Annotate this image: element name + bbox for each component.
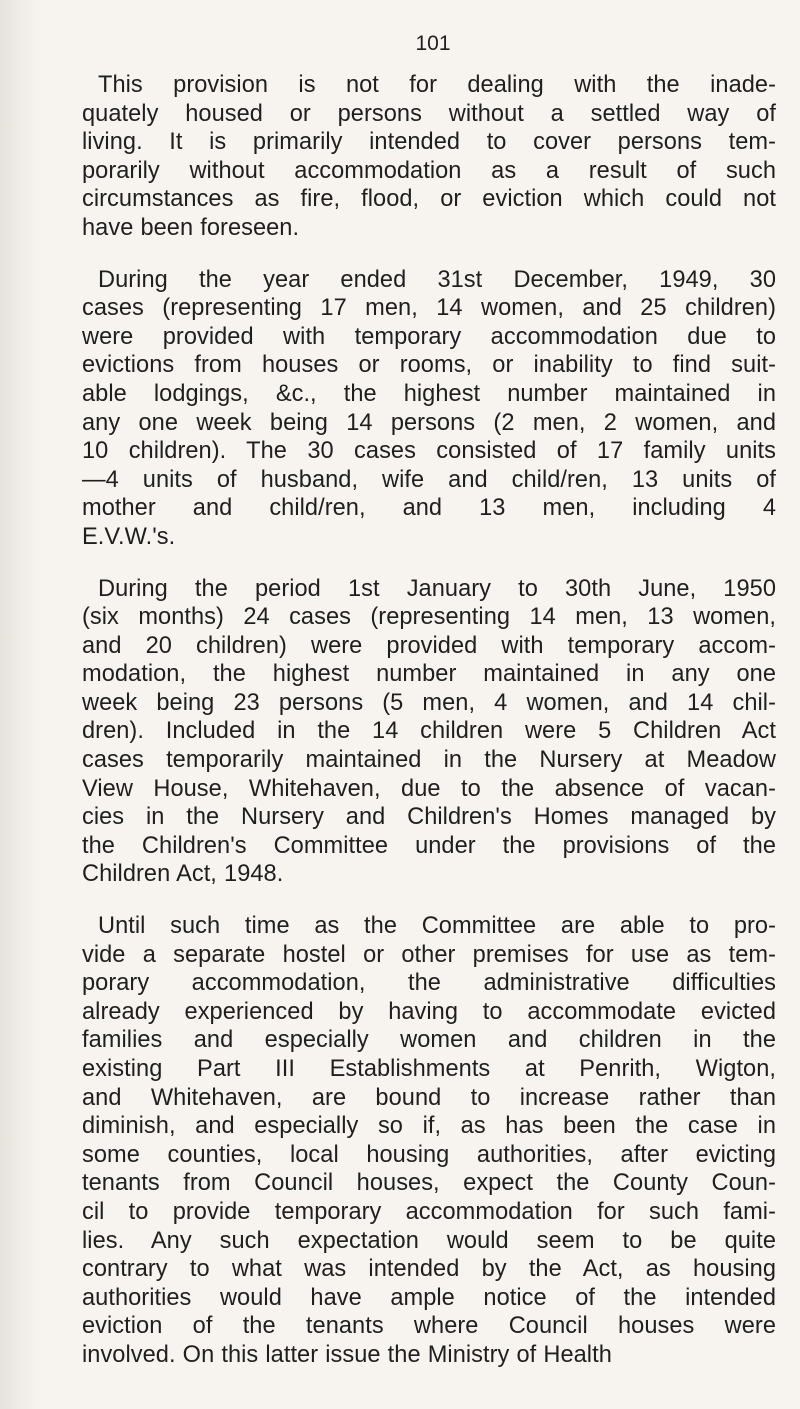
text-line: some counties, local housing authorities, after evicting	[82, 1141, 776, 1168]
text-line: View House, Whitehaven, due to the absence of vacan-	[82, 775, 776, 802]
text-line: have been foreseen.	[82, 214, 300, 241]
text-line: contrary to what was intended by the Act, as housing	[82, 1256, 776, 1283]
text-line: existing Part III Establishments at Penrith, Wigton,	[82, 1056, 776, 1082]
body-text	[82, 71, 776, 1370]
text-line: already experienced by having to accommodate evicted	[82, 998, 776, 1025]
paragraph	[82, 912, 776, 1370]
text-line: diminish, and especially so if, as has been the case in	[82, 1113, 776, 1140]
text-line: vide a separate hostel or other premises for use as tem-	[82, 941, 776, 968]
text-line: cil to provide temporary accommodation for such fami-	[82, 1198, 776, 1225]
text-line: porarily without accommodation as a result of such	[82, 157, 776, 184]
text-line: E.V.W.'s.	[82, 523, 176, 550]
text-line: —4 units of husband, wife and child/ren, 13 units of	[82, 466, 776, 493]
text-line: lies. Any such expectation would seem to be quite	[82, 1227, 776, 1254]
text-line: eviction of the tenants where Council houses were	[82, 1313, 776, 1340]
text-line: were provided with temporary accommodation due to	[82, 323, 776, 350]
text-line: cases (representing 17 men, 14 women, and 25 children)	[82, 295, 776, 322]
text-line: living. It is primarily intended to cover persons tem-	[82, 129, 776, 156]
text-line: mother and child/ren, and 13 men, including 4	[82, 495, 776, 522]
text-line: week being 23 persons (5 men, 4 women, and 14 chil-	[82, 689, 776, 716]
paragraph	[82, 575, 776, 890]
text-line: porary accommodation, the administrative difficulties	[82, 970, 776, 997]
text-line: Children Act, 1948.	[82, 861, 284, 888]
text-line: authorities would have ample notice of the intended	[82, 1284, 776, 1311]
text-line: families and especially women and children in the	[82, 1027, 776, 1054]
page-number: 101	[415, 32, 451, 55]
text-line: cies in the Nursery and Children's Homes managed by	[82, 804, 776, 831]
text-line: modation, the highest number maintained in any one	[82, 661, 776, 688]
page-binding-shadow	[0, 0, 40, 1409]
text-line: circumstances as fire, flood, or eviction which could not	[82, 186, 776, 213]
paragraph	[82, 71, 776, 243]
text-line: involved. On this latter issue the Ministry of Health	[82, 1341, 612, 1368]
text-line: the Children's Committee under the provisions of the	[82, 832, 776, 859]
document-page	[82, 30, 776, 1393]
text-line: dren). Included in the 14 children were 5 Children Act	[82, 718, 776, 745]
text-line: and Whitehaven, are bound to increase rather than	[82, 1084, 776, 1111]
text-line: quately housed or persons without a settled way of	[82, 100, 776, 127]
text-line: and 20 children) were provided with temporary accom-	[82, 632, 776, 659]
text-line: 10 children). The 30 cases consisted of 17 family units	[82, 438, 776, 465]
text-line: any one week being 14 persons (2 men, 2 women, and	[82, 409, 776, 436]
text-line: During the period 1st January to 30th June, 1950	[98, 575, 776, 602]
text-line: During the year ended 31st December, 1949, 30	[98, 266, 776, 293]
paragraph	[82, 266, 776, 552]
text-line: This provision is not for dealing with the inade-	[98, 72, 776, 98]
text-line: able lodgings, &c., the highest number maintained in	[82, 380, 776, 407]
text-line: evictions from houses or rooms, or inability to find suit-	[82, 352, 776, 379]
text-line: cases temporarily maintained in the Nursery at Meadow	[82, 747, 776, 774]
text-line: Until such time as the Committee are able to pro-	[98, 913, 776, 940]
text-line: tenants from Council houses, expect the County Coun-	[82, 1170, 776, 1197]
text-line: (six months) 24 cases (representing 14 men, 13 women,	[82, 604, 776, 631]
